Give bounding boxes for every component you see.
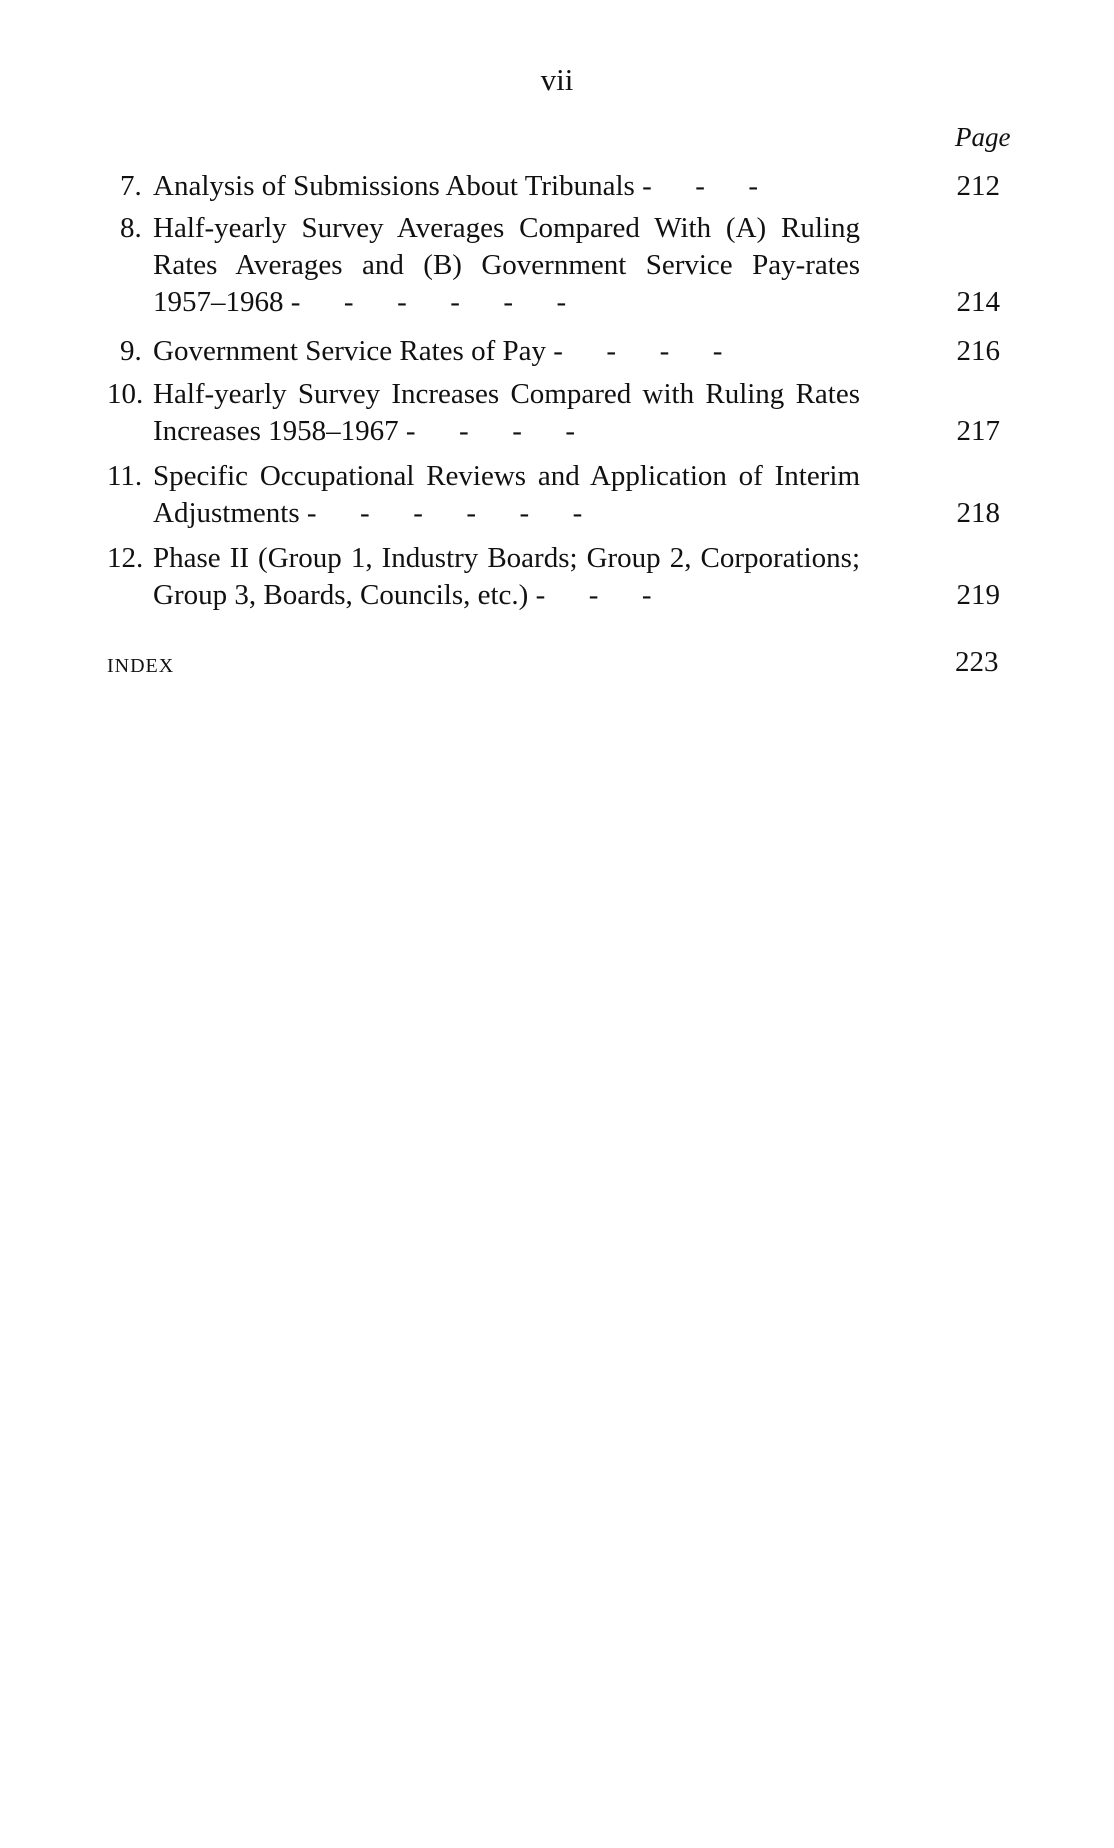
- entry-page: 212: [956, 170, 1000, 202]
- entry-number: 8.: [120, 212, 142, 244]
- leader-dashes: - - - -: [405, 415, 576, 447]
- index-page: 223: [955, 646, 999, 678]
- leader-dashes: - - - - - -: [306, 497, 583, 529]
- entry-title: Analysis of Submissions About Tribunals: [153, 170, 635, 202]
- leader-dashes: - - - -: [553, 335, 723, 367]
- leader-dashes: - - -: [642, 170, 759, 202]
- toc-entry[interactable]: [107, 458, 1000, 532]
- entry-title: Half-yearly Survey Averages Compared With (A) Ruling Rates Averages and (B) Government Service Pay-rates 1957–1968: [153, 212, 860, 318]
- index-label[interactable]: INDEX: [107, 655, 175, 677]
- entry-number: 9.: [120, 335, 142, 367]
- entry-page: 218: [956, 497, 1000, 529]
- entry-number: 11.: [107, 460, 143, 492]
- toc-entry[interactable]: [107, 376, 1000, 450]
- entry-number: 7.: [120, 170, 142, 202]
- entry-title: Government Service Rates of Pay: [153, 335, 547, 367]
- leader-dashes: - - -: [535, 579, 652, 611]
- entry-title: Phase II (Group 1, Industry Boards; Group 2, Corporations; Group 3, Boards, Councils, etc.): [153, 542, 860, 611]
- toc-entry[interactable]: [120, 168, 1000, 205]
- entry-page: 219: [956, 579, 1000, 611]
- toc-entry[interactable]: [120, 333, 1000, 370]
- toc-entry[interactable]: [120, 210, 1000, 321]
- entry-title: Half-yearly Survey Increases Compared with Ruling Rates Increases 1958–1967: [153, 378, 860, 447]
- leader-dashes: - - - - - -: [290, 286, 567, 318]
- toc-entry[interactable]: [107, 540, 1000, 614]
- entry-title: Specific Occupational Reviews and Application of Interim Adjustments: [153, 460, 860, 529]
- entry-page: 214: [956, 286, 1000, 318]
- page-column-heading: Page: [955, 122, 1011, 152]
- entry-number: 12.: [107, 542, 144, 574]
- page-folio: vii: [540, 62, 574, 97]
- entry-page: 217: [956, 415, 1000, 447]
- entry-number: 10.: [107, 378, 144, 410]
- entry-page: 216: [956, 335, 1000, 367]
